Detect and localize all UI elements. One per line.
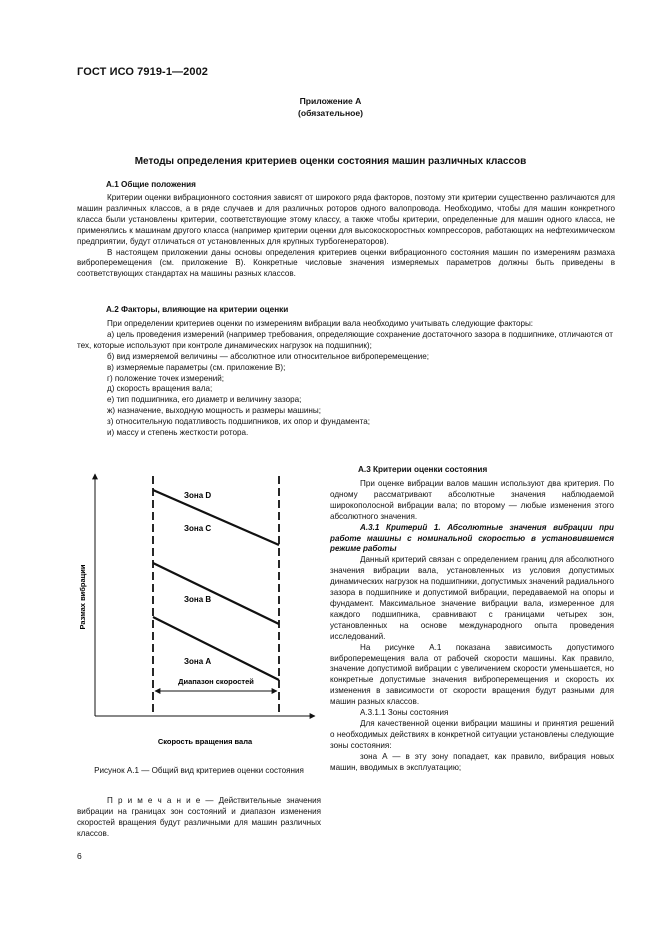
- paragraph: Данный критерий связан с определением границ для абсолютного значения вибрации вала, установленных из условия допустимых динамических нагрузок на подшипники, допустимых значений радиального зазора в подшипнике и допустимой вибрации, передаваемой на опоры и фундамент. Максимальное значение вибрации вала, измеренное для каждого подшипника, сравнивают с границами четырех зон, установленных на основе международного опыта проведения исследований.: [330, 555, 614, 641]
- speed-range-label: Диапазон скоростей: [178, 677, 254, 686]
- list-item: г) положение точек измерений;: [107, 373, 224, 383]
- list-item: ж) назначение, выходную мощность и размеры машины;: [107, 406, 321, 416]
- zone-c-label: Зона C: [184, 524, 212, 533]
- list-item: а) цель проведения измерений (например требования, определяющие сохранение достаточного зазора в подшипнике, отличаются от тех, которые используют при контроле динамических нагрузок на подшипник);: [77, 329, 613, 350]
- list-item: б) вид измеряемой величины — абсолютное или относительное виброперемещение;: [107, 351, 429, 361]
- annex-label: Приложение А: [299, 96, 362, 106]
- paragraph: Критерии оценки вибрационного состояния зависят от широкого ряда факторов, поэтому эти критерии существенно различаются для машин различных классов, а в ряде случаев и для различных роторов одного валопровода. Необходимо, чтобы для машин конкретного класса были установлены критерии, соответствующие этому классу, а также чтобы критерии, определенные для машин одного класса, не применялись к машинам другого класса (например критерии оценки для высокоскоростных компрессоров, работающих на нефтехимическом предприятии, будут отличаться от установленных для крупных турбогенераторов).: [77, 193, 615, 246]
- paragraph: В настоящем приложении даны основы определения критериев оценки вибрационного состояния машин по измерениям размаха виброперемещения (см. приложение В). Конкретные числовые значения измеряемых параметров должны быть приведены в соответствующих стандартах на машины разных классов.: [77, 247, 615, 279]
- figure-note: [77, 796, 321, 840]
- note-text: П р и м е ч а н и е — Действительные значения вибрации на границах зон состояний и диапазон изменения скоростей вращения будут различными для машин различных классов.: [77, 796, 321, 838]
- boundary-ab: [153, 617, 279, 680]
- list-item: и) массу и степень жесткости ротора.: [107, 428, 249, 438]
- page-number: 6: [77, 851, 82, 861]
- section-a1-heading: А.1 Общие положения: [106, 180, 196, 189]
- list-item: е) тип подшипника, его диаметр и величину зазора;: [107, 395, 302, 405]
- section-a3-body: [330, 479, 614, 773]
- y-axis-label: Размах вибрации: [78, 564, 87, 630]
- factors-list: [77, 319, 615, 439]
- document-header: ГОСТ ИСО 7919-1—2002: [77, 66, 209, 78]
- x-axis-label: Скорость вращения вала: [157, 737, 253, 746]
- figure-caption: Рисунок А.1 — Общий вид критериев оценки состояния: [94, 766, 304, 775]
- zone-d-label: Зона D: [184, 491, 212, 500]
- list-intro: При определении критериев оценки по измерениям вибрации вала необходимо учитывать следующие факторы:: [107, 319, 534, 328]
- paragraph: На рисунке А.1 показана зависимость допустимого виброперемещения вала от рабочей скорости машины. Как правило, значение допустимой вибрации с увеличением скорости уменьшается, но конкретные допустимые значения виброперемещения и скорость их изменения в зависимости от скорости вращения будут разными для машин разных классов.: [330, 642, 614, 707]
- section-a1-body: [77, 193, 615, 280]
- list-item: в) измеряемые параметры (см. приложение В);: [107, 362, 286, 372]
- section-a2-heading: А.2 Факторы, влияющие на критерии оценки: [106, 305, 289, 314]
- boundary-bc: [153, 563, 279, 624]
- paragraph: зона А — в эту зону попадает, как правило, вибрация новых машин, вводимых в эксплуатацию;: [330, 751, 614, 772]
- paragraph: При оценке вибрации валов машин используют два критерия. По одному рассматривают абсолютные значения наблюдаемой широкополосной вибрации вала; по второму — любые изменения этого абсолютного значения.: [330, 479, 614, 521]
- list-item: д) скорость вращения вала;: [107, 384, 213, 394]
- annex-status: (обязательное): [297, 108, 364, 118]
- paragraph: Для качественной оценки вибрации машины и принятия решений о необходимых действиях в конкретной ситуации установлены следующие зоны состояния:: [330, 718, 614, 750]
- boundary-cd: [153, 490, 279, 545]
- page-title: Методы определения критериев оценки состояния машин различных классов: [134, 156, 527, 167]
- zone-b-label: Зона B: [184, 595, 212, 604]
- list-item: з) относительную податливость подшипников, их опор и фундамента;: [107, 417, 370, 427]
- subsection-heading: А.3.1.1 Зоны состояния: [360, 708, 449, 718]
- section-a3-heading: А.3 Критерии оценки состояния: [358, 465, 488, 474]
- criteria-figure: [77, 462, 327, 760]
- criterion-1-heading: А.3.1 Критерий 1. Абсолютные значения вибрации при работе машины с номинальной скоростью в установившемся режиме работы: [330, 522, 614, 554]
- zone-a-label: Зона A: [184, 657, 212, 666]
